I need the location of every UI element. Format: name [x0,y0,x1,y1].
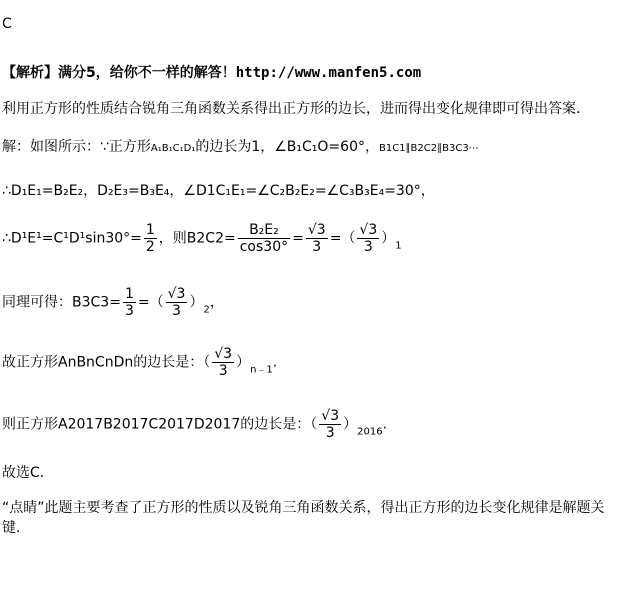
answer-letter: C [2,16,12,32]
solution-line-4: 同理可得：B3C3= $\frac{1}{3}$ =（ $\frac{√3}{3}$ ）$_2$， [2,286,224,319]
fraction-one-third: $\frac{1}{3}$ [124,286,134,319]
exponent-2: 2 [203,304,210,316]
header-url: http://www.manfen5.com [235,65,422,81]
solution-line-1 [2,136,479,156]
dianjing-note: “点睛”此题主要考查了正方形的性质以及锐角三角函数关系，得出正方形的边长变化规律是解题关键． [2,500,605,536]
fraction-sqrt3-over-3-d: $\frac{√3}{3}$ [214,346,233,379]
line3-prefix: ∴D¹E¹=C¹D¹sin30°= [2,230,142,247]
solution-line-3: ∴D¹E¹=C¹D¹sin30°= $\frac{1}{2}$ ，则B2C2= $\frac{\text{B₂E₂}}{\cos 30^\circ}$ = $\frac{√3}{3}$ =（ $\frac{√3}{3}$ ）$_1$ [2,222,402,255]
exponent-n-1: n﹣1 [250,364,273,376]
fraction-one-half: $\frac{1}{2}$ [145,222,155,255]
line1-square: A₁B₁C₁D₁ [150,143,196,154]
exponent-2016: 2016 [357,426,383,438]
fraction-b2e2-cos30: $\frac{\text{B₂E₂}}{\cos 30^\circ}$ [239,222,289,255]
fraction-sqrt3-over-3: $\frac{√3}{3}$ [307,222,326,255]
solution-line-2: ∴D₁E₁=B₂E₂，D₂E₃=B₃E₄，∠D1C₁E₁=∠C₂B₂E₂=∠C₃B₃E₄=30°， [2,183,435,199]
fraction-sqrt3-over-3-b: $\frac{√3}{3}$ [359,222,378,255]
line1-mid: 的边长为1，∠B₁C₁O=60°， [195,139,379,155]
exponent-1: 1 [395,240,402,252]
fraction-sqrt3-over-3-e: $\frac{√3}{3}$ [321,408,340,441]
line1-tail: B1C1∥B2C2∥B3C3⋯ [378,143,479,154]
line1-prefix: 解：如图所示：∵正方形 [2,139,151,155]
intro-text: 利用正方形的性质结合锐角三角函数关系得出正方形的边长，进而得出变化规律即可得出答案． [2,101,590,117]
solution-line-5: 故正方形AnBnCnDn的边长是：（ $\frac{√3}{3}$ ）$_{n﹣1}$. [2,346,278,379]
line3-mid: ，则B2C2= [158,230,236,247]
conclusion: 故选C． [2,465,54,481]
header-title: 【解析】满分5，给你不一样的解答！ [2,65,236,81]
solution-line-6: 则正方形A2017B2017C2017D2017的边长是：（ $\frac{√3}{3}$ ）$_{2016}$. [2,408,388,441]
fraction-sqrt3-over-3-c: $\frac{√3}{3}$ [167,286,186,319]
analysis-header [2,62,421,82]
